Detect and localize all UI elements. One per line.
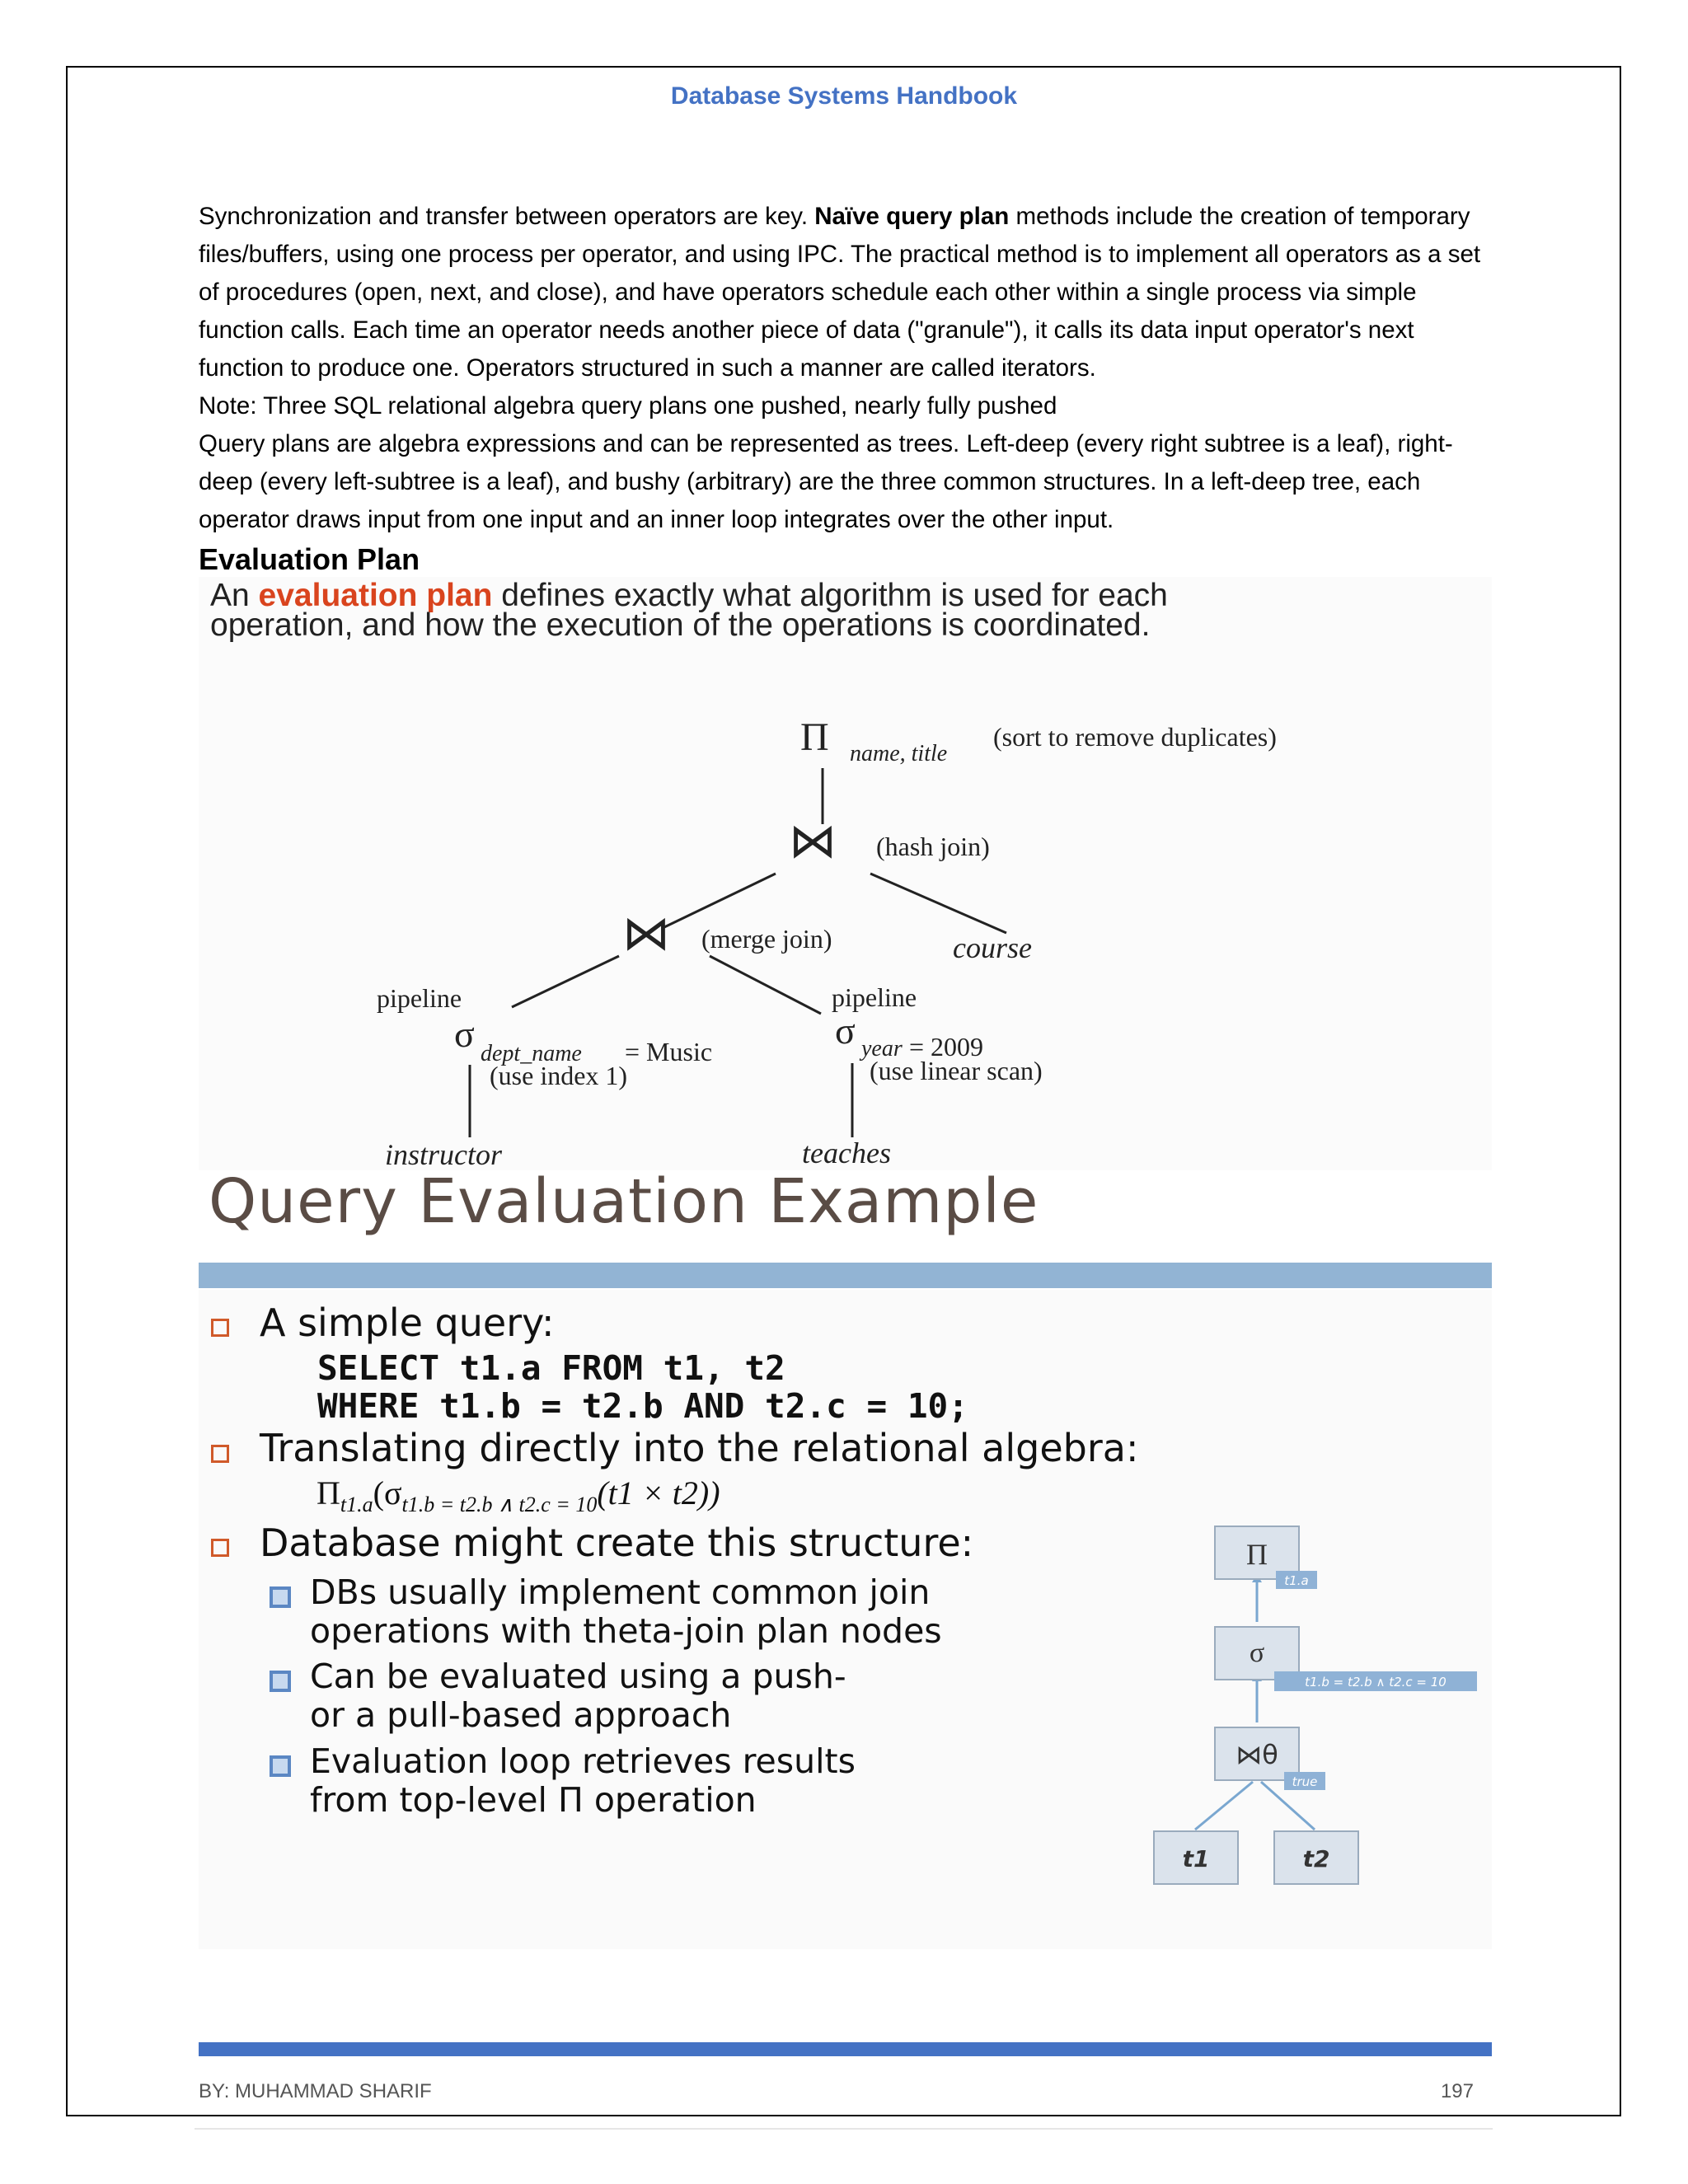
para1-bold-term: Naïve query plan <box>814 203 1010 230</box>
sub-bullet-1-line-2: operations with theta-join plan nodes <box>310 1611 942 1651</box>
caption-line2: operation, and how the execution of the operations is coordinated. <box>210 607 1151 643</box>
plan-node-sigma-label: σ <box>1249 1638 1265 1668</box>
sql-line-1: SELECT t1.a FROM t1, t2 <box>317 1348 785 1388</box>
plan-tag-join-text: true <box>1292 1774 1318 1789</box>
tree-sel-right-condition: = 2009 <box>909 1032 984 1062</box>
tree-sel-right-subscript: year <box>861 1036 903 1062</box>
bullet-square-icon <box>211 1445 229 1463</box>
tree-course-relation: course <box>953 931 1032 964</box>
bullet-simple-query: A simple query: <box>260 1301 555 1345</box>
tree-sel-left-note: (use index 1) <box>490 1061 628 1090</box>
tree-sel-left-subscript: dept_name <box>481 1041 582 1066</box>
evaluation-plan-slide <box>199 577 1492 1170</box>
formula-sigma-subscript: t1.b = t2.b ∧ t2.c = 10 <box>401 1493 598 1516</box>
sub-bullet-3-line-1: Evaluation loop retrieves results <box>310 1741 856 1781</box>
edge-mergejoin-left <box>512 956 619 1007</box>
formula-pi: Π <box>316 1474 340 1511</box>
tree-merge-join-symbol: ⋈ <box>622 905 670 961</box>
caption-end: defines exactly what algorithm is used for each <box>492 578 1168 613</box>
caption-highlight: evaluation plan <box>258 578 493 613</box>
paragraph-naive-query-plan <box>199 198 1493 387</box>
footer-bar <box>199 2042 1492 2056</box>
para1-start: Synchronization and transfer between operators are key. <box>199 203 815 230</box>
bullet-translating: Translating directly into the relational algebra: <box>260 1426 1139 1470</box>
bullet-structure: Database might create this structure: <box>260 1521 974 1565</box>
sub-bullet-square-icon <box>270 1755 291 1777</box>
sub-bullet-3-line-2: from top-level Π operation <box>310 1780 757 1820</box>
tree-hash-join-label: (hash join) <box>876 832 990 861</box>
body-text <box>199 198 1493 539</box>
edge-hashjoin-course <box>870 874 1006 933</box>
page-bottom-line <box>195 2128 1493 2130</box>
tree-sigma-right: σ <box>835 1010 856 1052</box>
sub-bullet-1-line-1: DBs usually implement common join <box>310 1572 931 1612</box>
sub-bullet-square-icon <box>270 1671 291 1692</box>
plan-node-t2-label: t2 <box>1302 1845 1330 1872</box>
bullet-square-icon <box>211 1319 229 1337</box>
caption-start: An <box>210 578 259 613</box>
tree-sel-left-condition: = Music <box>625 1037 713 1066</box>
para1-rest: methods include the creation of temporary files/buffers, using one process per operator, and using IPC. The practical method is to implement all operators as a set of procedures (open, next, and close), and have operators schedule each other within a single process via simple function calls. Each time an operator needs another piece of data ("granule"), it calls its data input operator's next function to produce one. Operators structured in such a manner are called iterators. <box>199 203 1481 382</box>
tree-sigma-left: σ <box>454 1013 475 1055</box>
plan-node-t1-label: t1 <box>1182 1845 1210 1872</box>
tree-sel-right-note: (use linear scan) <box>870 1056 1043 1085</box>
sql-line-2: WHERE t1.b = t2.b AND t2.c = 10; <box>317 1386 968 1426</box>
tree-pipeline-right: pipeline <box>832 982 917 1012</box>
plan-structure-diagram <box>1137 1516 1492 1896</box>
evaluation-plan-tree <box>199 577 1492 1170</box>
tree-pi-subscript: name, title <box>850 741 948 766</box>
plan-tag-sigma-text: t1.b = t2.b ∧ t2.c = 10 <box>1305 1675 1447 1690</box>
plan-tag-pi-text: t1.a <box>1284 1573 1309 1588</box>
tree-instructor-relation: instructor <box>385 1138 503 1170</box>
edge-t1-join <box>1195 1782 1253 1830</box>
sub-bullet-2-line-2: or a pull-based approach <box>310 1695 732 1735</box>
plan-node-join-label: ⋈θ <box>1236 1739 1278 1770</box>
plan-node-pi-label: Π <box>1246 1538 1268 1571</box>
tree-teaches-relation: teaches <box>802 1137 891 1169</box>
sub-bullet-square-icon <box>270 1586 291 1608</box>
formula-pi-subscript: t1.a <box>340 1493 373 1516</box>
edge-mergejoin-right <box>710 956 821 1014</box>
page-header-title: Database Systems Handbook <box>670 82 1018 110</box>
tree-pi-symbol: Π <box>800 715 829 759</box>
paragraph-query-plans: Query plans are algebra expressions and can be represented as trees. Left-deep (every right subtree is a leaf), right-deep (every left-subtree is a leaf), and bushy (arbitrary) are the three common structures. In a left-deep tree, each operator draws input from one input and an inner loop integrates over the other input. <box>199 430 1453 533</box>
footer-page-number: 197 <box>1440 2080 1474 2102</box>
edge-hashjoin-mergejoin <box>664 874 776 927</box>
footer-author: BY: MUHAMMAD SHARIF <box>199 2080 432 2102</box>
section-heading: Evaluation Plan <box>199 542 420 576</box>
bullet-square-icon <box>211 1539 229 1557</box>
tree-hash-join-symbol: ⋈ <box>789 813 837 869</box>
formula-rest: (t1 × t2)) <box>597 1474 720 1511</box>
formula-open: (σ <box>373 1474 402 1511</box>
tree-merge-join-label: (merge join) <box>701 924 832 954</box>
sub-bullet-2-line-1: Can be evaluated using a push- <box>310 1657 846 1696</box>
tree-pi-note: (sort to remove duplicates) <box>993 722 1277 752</box>
tree-pipeline-left: pipeline <box>377 983 462 1013</box>
paragraph-note: Note: Three SQL relational algebra query plans one pushed, nearly fully pushed <box>199 392 1057 419</box>
query-example-title-bar <box>199 1263 1492 1288</box>
relational-algebra-formula <box>316 1474 720 1517</box>
query-example-title: Query Evaluation Example <box>209 1166 1039 1237</box>
